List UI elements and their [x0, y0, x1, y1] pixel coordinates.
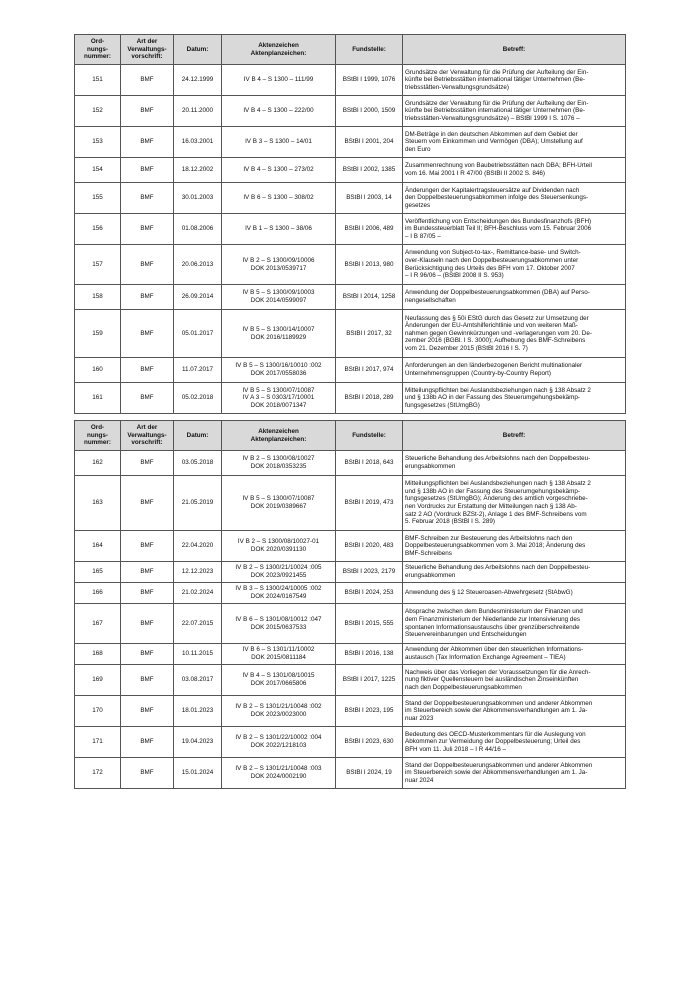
table-row — [75, 531, 626, 562]
text-line: im Steuerbereich sowie der Abkommensverhandlungen am 1. Ja- — [405, 769, 588, 777]
header-betreff: Betreff: — [403, 35, 626, 65]
cell-betreff — [403, 644, 626, 665]
text-line: DOK 2019/0389667 — [250, 503, 307, 510]
text-line: vorschrift: — [131, 53, 163, 61]
text-line: Änderungen der Kapitalertragsteuersätze auf Dividenden nach — [405, 186, 580, 194]
cell-aktenzeichen — [222, 583, 336, 604]
cell-fundstelle: BStBl I 2020, 483 — [336, 531, 403, 562]
text-line: und § 138b AO in der Fassung des Steuerumgehungsbekämp- — [405, 394, 581, 402]
text-line: DOK 2015/0637533 — [250, 623, 307, 631]
cell-fundstelle: BStBl I 2023, 195 — [336, 696, 403, 727]
cell-betreff — [403, 96, 626, 127]
text-line: DOK 2024/0167549 — [250, 593, 307, 600]
cell-art: BMF — [121, 127, 174, 158]
cell-ordnungsnummer: 158 — [75, 285, 121, 310]
header-aktenzeichen — [222, 35, 336, 65]
cell-aktenzeichen — [222, 65, 336, 96]
cell-art: BMF — [121, 644, 174, 665]
cell-ordnungsnummer: 172 — [75, 758, 121, 789]
table-row — [75, 604, 626, 644]
text-line: Ord- — [90, 424, 105, 432]
cell-ordnungsnummer: 168 — [75, 644, 121, 665]
cell-ordnungsnummer: 171 — [75, 727, 121, 758]
cell-datum: 16.03.2001 — [174, 127, 222, 158]
regulation-table-2 — [74, 420, 626, 789]
cell-art: BMF — [121, 245, 174, 285]
table-row — [75, 96, 626, 127]
table-row — [75, 727, 626, 758]
cell-aktenzeichen — [222, 96, 336, 127]
cell-fundstelle: BStBl I 2018, 643 — [336, 451, 403, 476]
text-line: Zusammenrechnung von Baubetriebsstätten nach DBA; BFH-Urteil — [405, 162, 592, 170]
text-line: Berücksichtigung des Urteils des BFH vom 17. Oktober 2007 — [405, 264, 575, 272]
text-line: 5. Februar 2018 (BStBl I S. 289) — [405, 518, 495, 526]
text-line: IV B 4 – S 1300 – 273/02 — [243, 166, 314, 174]
text-line: Aktenzeichen — [258, 427, 299, 435]
text-line: nung fiktiver Quellensteuern bei ausländischen Zinseinkünften — [405, 676, 579, 684]
cell-fundstelle: BStBl I 2015, 555 — [336, 604, 403, 644]
cell-datum: 05.01.2017 — [174, 310, 222, 358]
cell-fundstelle: BStBl I 2016, 138 — [336, 644, 403, 665]
cell-art: BMF — [121, 96, 174, 127]
cell-datum: 20.06.2013 — [174, 245, 222, 285]
text-line: Mitteilungspflichten bei Auslandsbeziehungen nach § 138 Absatz 2 — [405, 480, 591, 488]
cell-betreff — [403, 310, 626, 358]
cell-art: BMF — [121, 383, 174, 414]
table-row — [75, 214, 626, 245]
cell-betreff — [403, 65, 626, 96]
cell-betreff — [403, 451, 626, 476]
text-line: und § 138b AO in der Fassung des Steuerumgehungsbekämp- — [405, 487, 581, 495]
cell-fundstelle: BStBl I 2024, 19 — [336, 758, 403, 789]
cell-art: BMF — [121, 65, 174, 96]
cell-ordnungsnummer: 162 — [75, 451, 121, 476]
cell-art: BMF — [121, 562, 174, 583]
table-row — [75, 65, 626, 96]
table-row — [75, 127, 626, 158]
text-line: DOK 2023/0921455 — [250, 572, 307, 579]
text-line: DOK 2022/1218103 — [250, 742, 307, 749]
cell-betreff — [403, 727, 626, 758]
cell-datum: 12.12.2023 — [174, 562, 222, 583]
table-row — [75, 310, 626, 358]
cell-datum: 24.12.1999 — [174, 65, 222, 96]
cell-aktenzeichen — [222, 358, 336, 383]
cell-art: BMF — [121, 158, 174, 183]
header-ordnungsnummer — [75, 35, 121, 65]
text-line: IV A 3 – S 0303/17/10001 — [242, 394, 315, 402]
cell-ordnungsnummer: 153 — [75, 127, 121, 158]
text-line: erungsabkommen — [405, 572, 456, 579]
text-line: BFH vom 11. Juli 2018 – I R 44/16 – — [405, 745, 507, 753]
text-line: den Doppelbesteuerungsabkommen infolge des Steuersenkungs- — [405, 194, 589, 202]
cell-fundstelle: BStBl I 2000, 1509 — [336, 96, 403, 127]
cell-aktenzeichen — [222, 758, 336, 789]
text-line: IV B 5 – S 1300/14/10007 — [242, 325, 315, 333]
text-line: Aktenplanzeichen: — [250, 435, 307, 443]
cell-ordnungsnummer: 170 — [75, 696, 121, 727]
text-line: DOK 2013/0539717 — [250, 264, 307, 272]
cell-datum: 10.11.2015 — [174, 644, 222, 665]
table-row — [75, 285, 626, 310]
text-line: IV B 3 – S 1300 – 14/01 — [245, 138, 312, 146]
cell-ordnungsnummer: 169 — [75, 665, 121, 696]
cell-aktenzeichen — [222, 644, 336, 665]
cell-fundstelle: BStBl I 1999, 1076 — [336, 65, 403, 96]
cell-art: BMF — [121, 696, 174, 727]
cell-betreff — [403, 665, 626, 696]
text-line: IV B 2 – S 1301/21/10048 :003 — [235, 765, 322, 773]
cell-betreff — [403, 158, 626, 183]
text-line: DOK 2017/0558036 — [250, 370, 307, 377]
text-line: Stand der Doppelbesteuerungsabkommen und anderer Abkommen — [405, 699, 593, 707]
cell-ordnungsnummer: 160 — [75, 358, 121, 383]
text-line: IV B 2 – S 1300/09/10006 — [242, 256, 315, 264]
text-line: DM-Beträge in den deutschen Abkommen auf dem Gebiet der — [405, 130, 578, 138]
text-line: IV B 6 – S 1301/11/10002 — [242, 646, 315, 654]
cell-betreff — [403, 285, 626, 310]
cell-betreff — [403, 583, 626, 604]
text-line: triebsstätten-Verwaltungsgrundsätze) – BStBl 1999 I S. 1076 – — [405, 114, 580, 122]
cell-betreff — [403, 214, 626, 245]
cell-datum: 18.01.2023 — [174, 696, 222, 727]
text-line: Art der — [136, 424, 158, 432]
cell-datum: 01.08.2006 — [174, 214, 222, 245]
cell-aktenzeichen — [222, 451, 336, 476]
header-betreff: Betreff: — [403, 421, 626, 451]
text-line: DOK 2024/0002190 — [250, 773, 307, 780]
cell-betreff — [403, 183, 626, 214]
text-line: IV B 2 – S 1300/08/10027 — [242, 455, 315, 463]
text-line: Steuerliche Behandlung des Arbeitslohns nach den Doppelbesteu- — [405, 564, 591, 572]
cell-art: BMF — [121, 214, 174, 245]
text-line: den Euro — [405, 145, 431, 153]
text-line: IV B 2 – S 1301/21/10048 :002 — [235, 703, 322, 711]
text-line: nummer: — [84, 53, 111, 61]
table-row — [75, 644, 626, 665]
text-line: Abkommen zur Vermeidung der Doppelbesteuerung; Urteil des — [405, 738, 581, 746]
cell-fundstelle: BStBl I 2001, 204 — [336, 127, 403, 158]
cell-datum: 30.01.2003 — [174, 183, 222, 214]
cell-art: BMF — [121, 665, 174, 696]
text-line: Verwaltungs- — [127, 431, 167, 439]
text-line: IV B 1 – S 1300 – 38/06 — [245, 225, 312, 233]
table-row — [75, 158, 626, 183]
text-line: dem Finanzministerium der Niederlande zur Intensivierung des — [405, 615, 580, 623]
text-line: Anwendung des § 12 Steueroasen-Abwehrgesetz (StAbwG) — [405, 589, 573, 597]
text-line: IV B 4 – S 1300 – 111/99 — [243, 76, 314, 84]
cell-ordnungsnummer: 161 — [75, 383, 121, 414]
cell-datum: 18.12.2002 — [174, 158, 222, 183]
text-line: nach den Doppelbesteuerungsabkommen — [405, 683, 522, 691]
cell-fundstelle: BStBl I 2019, 473 — [336, 476, 403, 531]
cell-datum: 19.04.2023 — [174, 727, 222, 758]
text-line: triebsstätten-Verwaltungsgrundsätze) — [405, 83, 509, 91]
cell-ordnungsnummer: 154 — [75, 158, 121, 183]
text-line: Veröffentlichung von Entscheidungen des Bundesfinanzhofs (BFH) — [405, 217, 592, 225]
text-line: nuar 2024 — [405, 776, 434, 784]
cell-betreff — [403, 358, 626, 383]
text-line: vom 21. Dezember 2015 (BStBl 2016 I S. 7) — [405, 344, 528, 352]
cell-fundstelle: BStBl I 2023, 2179 — [336, 562, 403, 583]
cell-fundstelle: BStBl I 2002, 1385 — [336, 158, 403, 183]
header-datum: Datum: — [174, 421, 222, 451]
cell-datum: 22.04.2020 — [174, 531, 222, 562]
text-line: Mitteilungspflichten bei Auslandsbeziehungen nach § 138 Absatz 2 — [405, 386, 591, 394]
text-line: vorschrift: — [131, 439, 163, 447]
text-line: IV B 5 – S 1300/09/10003 — [242, 289, 315, 297]
cell-betreff — [403, 127, 626, 158]
cell-fundstelle: BStBl I 2017, 32 — [336, 310, 403, 358]
table-header-row — [75, 35, 626, 65]
cell-aktenzeichen — [222, 214, 336, 245]
cell-aktenzeichen — [222, 310, 336, 358]
text-line: künfte bei Betriebsstätten international tätiger Unternehmen (Be- — [405, 107, 585, 115]
table-row — [75, 358, 626, 383]
text-line: IV B 6 – S 1300 – 308/02 — [243, 194, 314, 202]
table-row — [75, 696, 626, 727]
text-line: DOK 2017/0665806 — [250, 680, 307, 687]
cell-aktenzeichen — [222, 285, 336, 310]
cell-betreff — [403, 562, 626, 583]
cell-datum: 21.05.2019 — [174, 476, 222, 531]
text-line: Anwendung der Abkommen über den steuerlichen Informations- — [405, 646, 584, 654]
cell-aktenzeichen — [222, 696, 336, 727]
text-line: DOK 2015/0811184 — [251, 654, 306, 661]
cell-art: BMF — [121, 476, 174, 531]
cell-art: BMF — [121, 758, 174, 789]
cell-datum: 11.07.2017 — [174, 358, 222, 383]
cell-aktenzeichen — [222, 245, 336, 285]
text-line: Steuervereinbarungen und Entscheidungen — [405, 631, 527, 639]
cell-datum: 26.09.2014 — [174, 285, 222, 310]
text-line: Stand der Doppelbesteuerungsabkommen und anderer Abkommen — [405, 761, 593, 769]
table-row — [75, 562, 626, 583]
text-line: IV B 4 – S 1300 – 222/00 — [243, 107, 314, 115]
text-line: Art der — [136, 38, 158, 46]
text-line: nungs- — [87, 431, 108, 439]
text-line: nuar 2023 — [405, 714, 434, 722]
text-line: BMF-Schreibens — [405, 549, 452, 557]
cell-fundstelle: BStBl I 2006, 489 — [336, 214, 403, 245]
cell-art: BMF — [121, 583, 174, 604]
table-row — [75, 451, 626, 476]
regulation-table-1 — [74, 34, 626, 414]
table-row — [75, 758, 626, 789]
cell-datum: 03.08.2017 — [174, 665, 222, 696]
cell-datum: 15.01.2024 — [174, 758, 222, 789]
cell-art: BMF — [121, 451, 174, 476]
text-line: fungsgesetzes (StUmgBG); Änderung des amtlich vorgeschriebe- — [405, 495, 588, 503]
table-header-row — [75, 421, 626, 451]
text-line: Anwendung der Doppelbesteuerungsabkommen (DBA) auf Perso- — [405, 289, 590, 297]
text-line: nen Vordrucks zur Erstattung der Mitteilungen nach § 138 Ab- — [405, 503, 577, 510]
cell-betreff — [403, 245, 626, 285]
cell-aktenzeichen — [222, 383, 336, 414]
cell-datum: 05.02.2018 — [174, 383, 222, 414]
text-line: IV B 2 – S 1300/21/10024 :005 — [235, 564, 322, 572]
cell-betreff — [403, 383, 626, 414]
cell-ordnungsnummer: 165 — [75, 562, 121, 583]
text-line: spontanen Informationsaustauschs über grenzüberschreitende — [405, 623, 580, 631]
text-line: Absprache zwischen dem Bundesministerium der Finanzen und — [405, 608, 583, 616]
text-line: nungs- — [87, 45, 108, 53]
text-line: Steuerliche Behandlung des Arbeitslohns nach den Doppelbesteu- — [405, 455, 591, 463]
header-art-der-vorschrift — [121, 35, 174, 65]
cell-aktenzeichen — [222, 531, 336, 562]
text-line: Verwaltungs- — [127, 45, 167, 53]
cell-art: BMF — [121, 358, 174, 383]
table-row — [75, 476, 626, 531]
cell-ordnungsnummer: 159 — [75, 310, 121, 358]
text-line: nahmen gegen Gewinnkürzungen und -verlagerungen vom 20. De- — [405, 329, 592, 337]
text-line: gesetzes — [405, 201, 431, 209]
text-line: Grundsätze der Verwaltung für die Prüfung der Aufteilung der Ein- — [405, 68, 589, 76]
text-line: DOK 2023/0023000 — [250, 711, 307, 718]
cell-datum: 21.02.2024 — [174, 583, 222, 604]
cell-betreff — [403, 476, 626, 531]
cell-ordnungsnummer: 151 — [75, 65, 121, 96]
table-row — [75, 245, 626, 285]
text-line: IV B 6 – S 1301/08/10012 :047 — [235, 615, 322, 623]
text-line: IV B 5 – S 1300/07/10087 — [242, 386, 315, 394]
cell-fundstelle: BStBl I 2017, 1225 — [336, 665, 403, 696]
text-line: Ord- — [90, 38, 105, 46]
cell-ordnungsnummer: 164 — [75, 531, 121, 562]
text-line: – I R 96/06 – (BStBl 2008 II S. 953) — [405, 272, 504, 280]
cell-fundstelle: BStBl I 2023, 630 — [336, 727, 403, 758]
cell-aktenzeichen — [222, 665, 336, 696]
cell-betreff — [403, 604, 626, 644]
cell-aktenzeichen — [222, 158, 336, 183]
table-row — [75, 183, 626, 214]
cell-ordnungsnummer: 163 — [75, 476, 121, 531]
table-row — [75, 583, 626, 604]
cell-datum: 22.07.2015 — [174, 604, 222, 644]
text-line: Aktenplanzeichen: — [250, 49, 307, 57]
text-line: Neufassung des § 50i EStG durch das Gesetz zur Umsetzung der — [405, 314, 589, 322]
text-line: Bedeutung des OECD-Musterkommentars für die Auslegung von — [405, 730, 586, 738]
text-line: over-Klauseln nach den Doppelbesteuerungsabkommen unter — [405, 256, 579, 264]
cell-betreff — [403, 531, 626, 562]
text-line: nummer: — [84, 439, 111, 447]
text-line: DOK 2018/0071347 — [250, 401, 307, 409]
header-datum: Datum: — [174, 35, 222, 65]
cell-betreff — [403, 758, 626, 789]
cell-aktenzeichen — [222, 604, 336, 644]
text-line: Unternehmensgruppen (Country-by-Country Report) — [405, 370, 551, 377]
cell-art: BMF — [121, 604, 174, 644]
text-line: Doppelbesteuerungsabkommen vom 3. Mai 2018; Änderung des — [405, 542, 586, 550]
text-line: DOK 2016/1189929 — [250, 333, 307, 341]
text-line: IV B 5 – S 1300/16/10010 :002 — [235, 362, 322, 370]
cell-fundstelle: BStBl I 2014, 1258 — [336, 285, 403, 310]
text-line: Aktenzeichen — [258, 41, 299, 49]
header-art-der-vorschrift — [121, 421, 174, 451]
cell-aktenzeichen — [222, 562, 336, 583]
text-line: BMF-Schreiben zur Besteuerung des Arbeitslohns nach den — [405, 534, 573, 542]
text-line: IV B 3 – S 1300/24/10005 :002 — [235, 585, 322, 593]
text-line: Änderungen der EU-Amtshilferichtlinie und von weiteren Maß- — [405, 322, 578, 330]
text-line: Grundsätze der Verwaltung für die Prüfung der Aufteilung der Ein- — [405, 99, 589, 107]
text-line: IV B 4 – S 1301/08/10015 — [242, 672, 315, 680]
cell-datum: 20.11.2000 — [174, 96, 222, 127]
cell-ordnungsnummer: 152 — [75, 96, 121, 127]
text-line: vom 16. Mai 2001 I R 47/00 (BStBl II 2002 S. 846) — [405, 170, 546, 177]
text-line: Anwendung von Subject-to-tax-, Remittance-base- und Switch- — [405, 249, 581, 257]
cell-fundstelle: BStBl I 2024, 253 — [336, 583, 403, 604]
text-line: im Bundessteuerblatt Teil II; BFH-Beschluss vom 15. Februar 2006 — [405, 225, 592, 233]
header-fundstelle: Fundstelle: — [336, 35, 403, 65]
cell-ordnungsnummer: 167 — [75, 604, 121, 644]
text-line: erungsabkommen — [405, 463, 456, 470]
header-fundstelle: Fundstelle: — [336, 421, 403, 451]
cell-ordnungsnummer: 166 — [75, 583, 121, 604]
cell-ordnungsnummer: 157 — [75, 245, 121, 285]
text-line: austausch (Tax Information Exchange Agreement – TIEA) — [405, 654, 566, 661]
text-line: IV B 2 – S 1301/22/10002 :004 — [235, 734, 322, 742]
table-row — [75, 383, 626, 414]
cell-datum: 03.05.2018 — [174, 451, 222, 476]
cell-fundstelle: BStBl I 2013, 980 — [336, 245, 403, 285]
header-aktenzeichen — [222, 421, 336, 451]
text-line: im Steuerbereich sowie der Abkommensverhandlungen am 1. Ja- — [405, 707, 588, 715]
cell-art: BMF — [121, 727, 174, 758]
text-line: satz 2 AO (Vordruck BZSt-2), Anlage 1 des BMF-Schreibens vom — [405, 510, 587, 518]
text-line: IV B 2 – S 1300/08/10027-01 — [237, 538, 320, 546]
text-line: DOK 2014/0599097 — [250, 297, 307, 304]
cell-ordnungsnummer: 156 — [75, 214, 121, 245]
cell-betreff — [403, 696, 626, 727]
header-ordnungsnummer — [75, 421, 121, 451]
cell-art: BMF — [121, 285, 174, 310]
cell-art: BMF — [121, 310, 174, 358]
cell-aktenzeichen — [222, 183, 336, 214]
text-line: DOK 2020/0391130 — [250, 546, 307, 553]
text-line: Anforderungen an den länderbezogenen Bericht multinationaler — [405, 362, 583, 370]
cell-aktenzeichen — [222, 127, 336, 158]
cell-art: BMF — [121, 531, 174, 562]
text-line: – I B 87/05 – — [405, 232, 441, 240]
text-line: zember 2016 (BGBl. I S. 3000); Aufhebung des BMF-Schreibens — [405, 337, 586, 345]
text-line: fungsgesetzes (StUmgBG) — [405, 401, 480, 409]
text-line: Steuern vom Einkommen und Vermögen (DBA); Umstellung auf — [405, 138, 583, 146]
text-line: nengesellschaften — [405, 297, 456, 304]
text-line: Nachweis über das Vorliegen der Voraussetzungen für die Anrech- — [405, 668, 591, 676]
text-line: künfte bei Betriebsstätten international tätiger Unternehmen (Be- — [405, 76, 585, 84]
cell-fundstelle: BStBl I 2018, 289 — [336, 383, 403, 414]
cell-aktenzeichen — [222, 476, 336, 531]
cell-ordnungsnummer: 155 — [75, 183, 121, 214]
cell-fundstelle: BStBl I 2003, 14 — [336, 183, 403, 214]
cell-aktenzeichen — [222, 727, 336, 758]
cell-fundstelle: BStBl I 2017, 974 — [336, 358, 403, 383]
cell-art: BMF — [121, 183, 174, 214]
table-row — [75, 665, 626, 696]
text-line: IV B 5 – S 1300/07/10087 — [242, 495, 315, 503]
text-line: DOK 2018/0353235 — [250, 463, 307, 470]
